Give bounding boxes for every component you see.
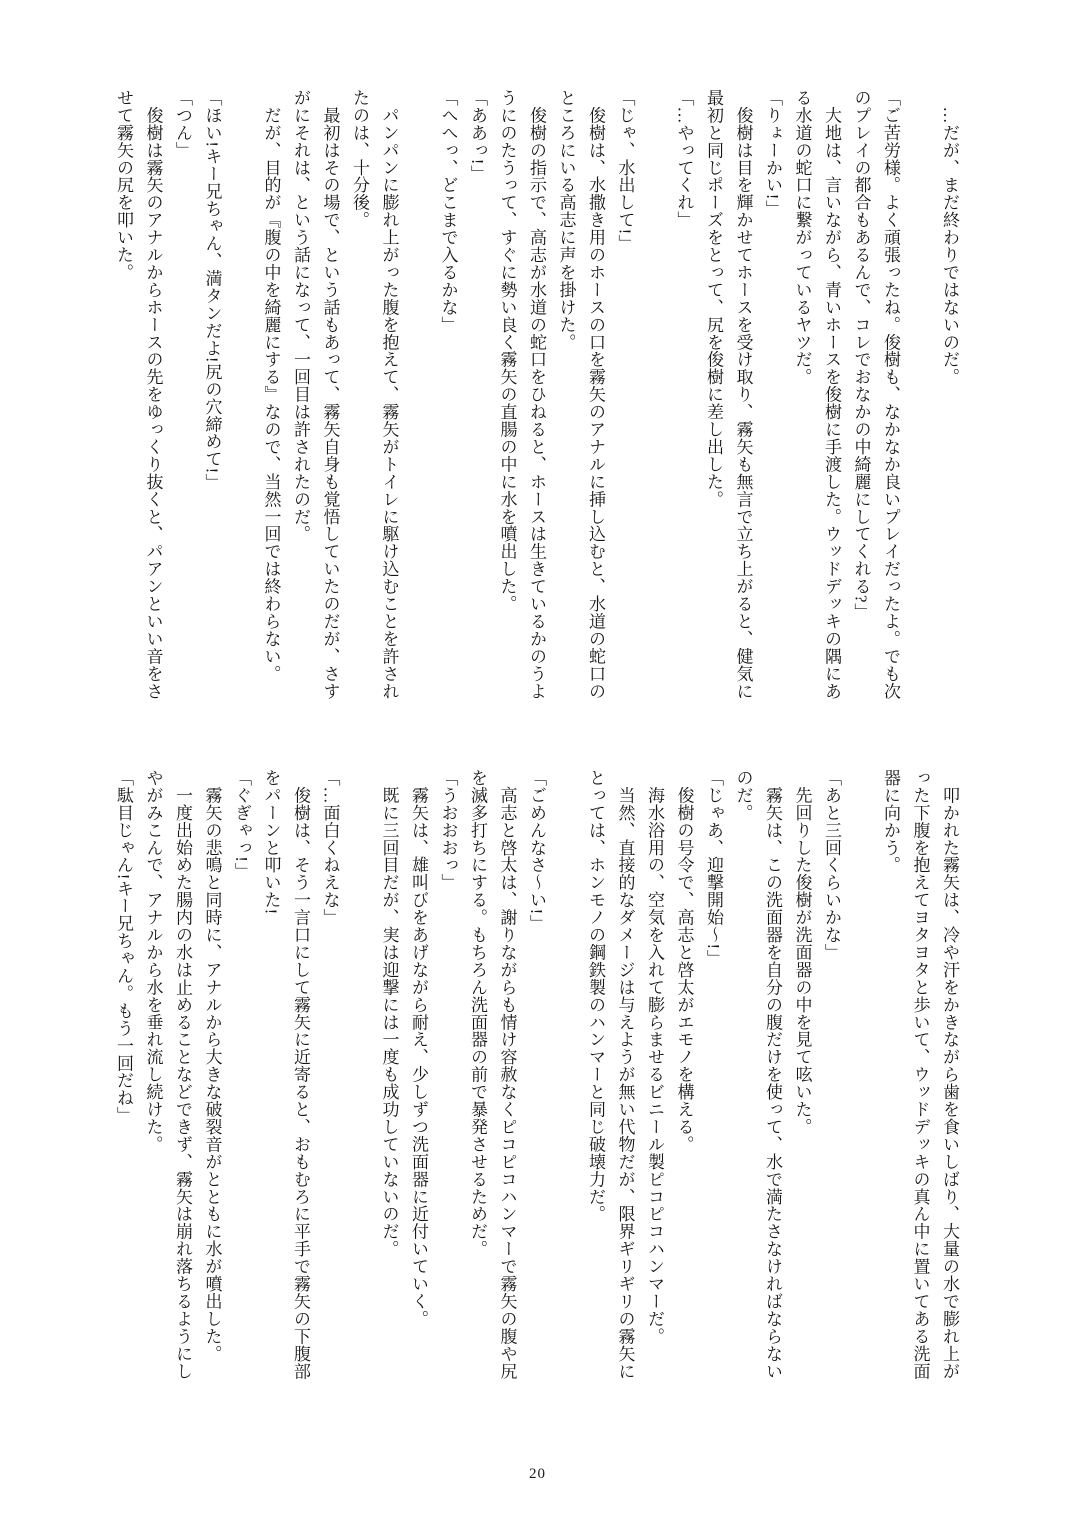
text-line: パンパンに膨れ上がった腹を抱えて、霧矢がトイレに駆け込むことを許され <box>379 89 399 700</box>
text-line: のだ。 <box>733 769 753 822</box>
text-line: 「じゃ、水出して!」 <box>615 89 635 253</box>
text-line: 俊樹の号令で、高志と啓太がエモノを構える。 <box>674 769 694 1153</box>
text-line: 海水浴用の、空気を入れて膨らませるビニール製ピコピコハンマーだ。 <box>645 769 664 1345</box>
blank-line <box>404 89 434 705</box>
text-line: った下腹を抱えてヨタヨタと歩いて、ウッドデッキの真ん中に置いてある洗面 <box>910 769 930 1380</box>
text-line: ところにいる高志に声を掛けた。 <box>556 89 576 351</box>
text-line: 俊樹は目を輝かせてホースを受け取り、霧矢も無言で立ち上がると、健気に <box>733 89 753 700</box>
text-line: 俊樹の指示で、高志が水道の蛇口をひねると、ホースは生きているかのうよ <box>527 89 546 700</box>
text-line: 叩かれた霧矢は、冷や汗をかきながら歯を食いしばり、大量の水で膨れ上が <box>940 769 959 1380</box>
text-line: 霧矢の悲鳴と同時に、アナルから大きな破裂音がとともに水が噴出した。 <box>202 769 222 1363</box>
text-line: 「うおおおっ」 <box>438 769 458 892</box>
text-line: 俊樹は、そう一言口にして霧矢に近寄ると、おもむろに平手で霧矢の下腹部 <box>291 769 310 1380</box>
text-line: うにのたうって、すぐに勢い良く霧矢の直腸の中に水を噴出した。 <box>497 89 517 613</box>
blank-line <box>640 89 670 705</box>
text-line: 「ほい!キー兄ちゃん、満タンだよ!尻の穴締めて!」 <box>202 89 222 492</box>
text-line: とっては、ホンモノの鋼鉄製のハンマーと同じ破壊力だ。 <box>586 769 605 1223</box>
text-line: 最初はその場で、という話もあって、霧矢自身も覚悟していたのだが、さす <box>320 89 340 700</box>
text-line: 「ご苦労様。よく頑張ったね。俊樹も、なかなか良いプレイだったよ。でも次 <box>881 89 900 700</box>
text-line: やがみこんで、アナルから水を垂れ流し続けた。 <box>143 769 163 1153</box>
blank-line <box>345 769 375 1385</box>
text-line: 一度出始めた腸内の水は止めることなどできず、霧矢は崩れ落ちるようにし <box>173 769 192 1380</box>
text-line: 「へへっ、どこまで入るかな」 <box>438 89 458 334</box>
text-line: 霧矢は、この洗面器を自分の腹だけを使って、水で満たさなければならない <box>763 769 782 1380</box>
text-line: 大地は、言いながら、青いホースを俊樹に手渡した。ウッドデッキの隅にあ <box>822 89 841 700</box>
text-line: 「駄目じゃん!キー兄ちゃん。もう一回だね」 <box>114 769 133 1125</box>
text-line: 「じゃあ、迎撃開始〜!」 <box>704 769 723 968</box>
text-line: 高志と啓太は、謝りながらも情け容赦なくピコピコハンマーで霧矢の腹や尻 <box>497 769 517 1380</box>
text-line: がにそれは、という話になって、一回目は許されたのだ。 <box>291 89 310 543</box>
text-line: 「ああっ!」 <box>468 89 487 183</box>
text-line: 「ごめんなさ〜い!」 <box>527 769 546 933</box>
text-line: 最初と同じポーズをとって、尻を俊樹に差し出した。 <box>704 89 723 508</box>
text-line: のプレイの都合もあるんで、コレでおなかの中綺麗にしてくれる?」 <box>851 89 871 621</box>
text-line: 霧矢は、雄叫びをあげながら耐え、少しずつ洗面器に近付いていく。 <box>409 769 428 1328</box>
text-line: る水道の蛇口に繋がっているヤツだ。 <box>792 89 812 386</box>
text-line: 「つん」 <box>173 89 192 159</box>
text-line: だが、目的が『腹の中を綺麗にする』なので、当然一回では終わらない。 <box>261 89 281 683</box>
text-line: をパーンと叩いた! <box>261 769 281 915</box>
text-line: 「…面白くねえな」 <box>320 769 340 927</box>
blank-line <box>551 769 581 1385</box>
text-line: 「…やってくれ」 <box>674 89 694 229</box>
text-line: を滅多打ちにする。もちろん洗面器の前で暴発させるためだ。 <box>468 769 487 1258</box>
bottom-text-block <box>109 769 965 1385</box>
blank-line <box>227 89 257 705</box>
text-line: 当然、直接的なダメージは与えようが無い代物だが、限界ギリギリの霧矢に <box>615 769 635 1380</box>
text-line: 俊樹は、水撒き用のホースの口を霧矢のアナルに挿し込むと、水道の蛇口の <box>586 89 605 700</box>
top-text-block <box>109 89 965 705</box>
text-line: 「ぐぎゃっ!」 <box>232 769 251 880</box>
blank-line <box>846 769 876 1385</box>
text-line: たのは、十分後。 <box>350 89 369 229</box>
page-number: 20 <box>529 1466 546 1482</box>
text-line: …だが、まだ終わりではないのだ。 <box>940 89 959 386</box>
text-line: せて霧矢の尻を叩いた。 <box>114 89 133 281</box>
text-line: 「あと三回くらいかな」 <box>822 769 841 961</box>
text-line: 器に向かう。 <box>881 769 900 874</box>
text-line: 先回りした俊樹が洗面器の中を見て呟いた。 <box>792 769 812 1136</box>
text-line: 「りょーかい!」 <box>763 89 782 218</box>
text-line: 俊樹は霧矢のアナルからホースの先をゆっくり抜くと、パアンといい音をさ <box>143 89 163 700</box>
blank-line <box>905 89 935 705</box>
text-line: 既に三回目だが、実は迎撃には一度も成功していないのだ。 <box>379 769 399 1258</box>
